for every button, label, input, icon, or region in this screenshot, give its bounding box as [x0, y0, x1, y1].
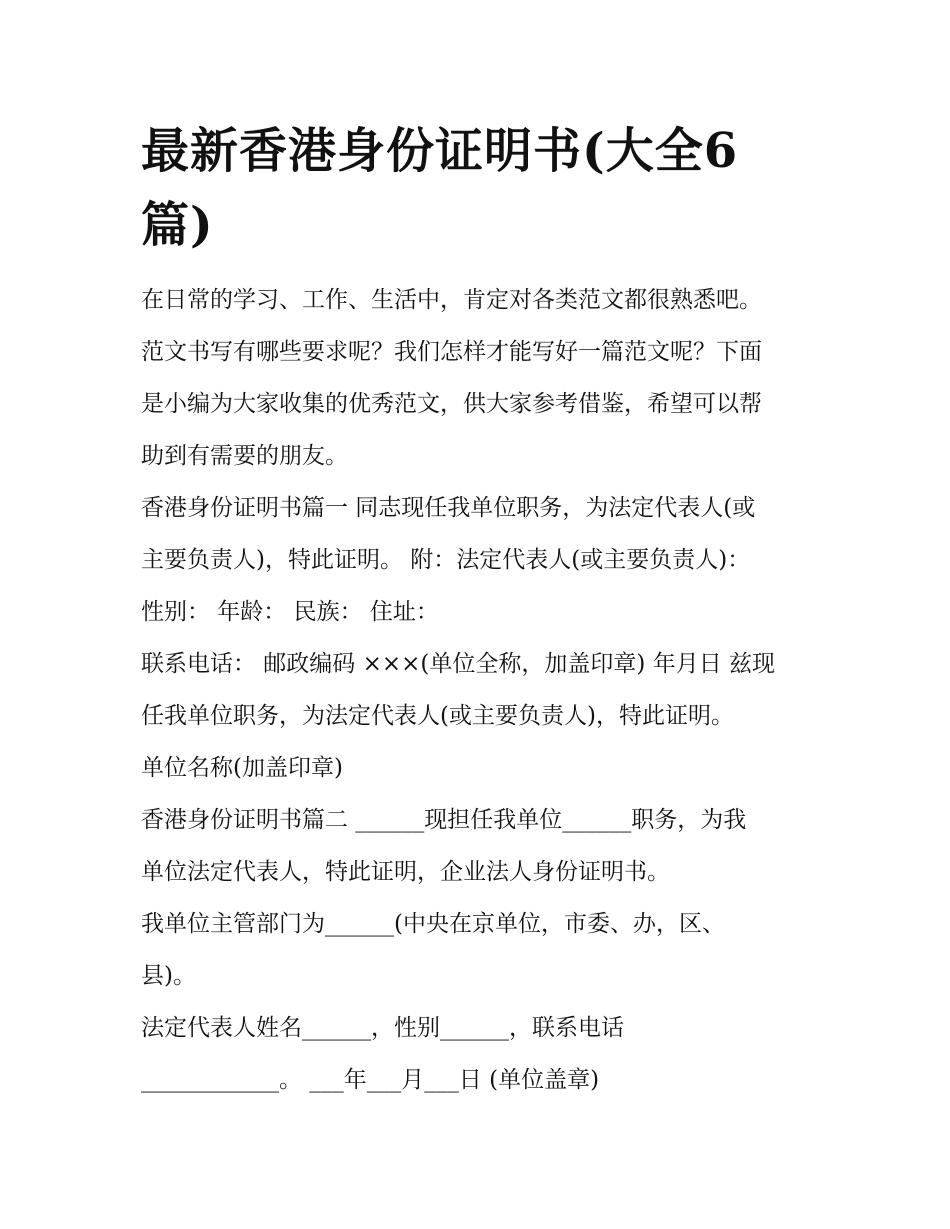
- section-1-line-4: 联系电话： 邮政编码 ×××(单位全称，加盖印章) 年月日 兹现: [141, 651, 776, 677]
- section-1-line-3: 性别： 年龄： 民族： 住址：: [141, 599, 439, 625]
- section-1-line-6: 单位名称(加盖印章): [141, 755, 343, 781]
- section-1-line-2: 主要负责人)，特此证明。 附：法定代表人(或主要负责人)：: [141, 547, 751, 573]
- section-2-line-2: 单位法定代表人，特此证明，企业法人身份证明书。: [141, 859, 670, 885]
- intro-line-2: 范文书写有哪些要求呢？我们怎样才能写好一篇范文呢？下面: [141, 339, 762, 365]
- section-1-line-5: 任我单位职务，为法定代表人(或主要负责人)，特此证明。: [141, 703, 734, 729]
- section-2-line-3: 我单位主管部门为______(中央在京单位，市委、办，区、: [141, 911, 725, 937]
- section-2-line-1: 香港身份证明书篇二 ______现担任我单位______职务，为我: [141, 807, 747, 833]
- intro-line-1: 在日常的学习、工作、生活中，肯定对各类范文都很熟悉吧。: [141, 287, 762, 313]
- section-1-line-1: 香港身份证明书篇一 同志现任我单位职务，为法定代表人(或: [141, 495, 756, 521]
- intro-line-4: 助到有需要的朋友。: [141, 443, 348, 469]
- intro-line-3: 是小编为大家收集的优秀范文，供大家参考借鉴，希望可以帮: [141, 391, 762, 417]
- section-2-line-4: 县)。: [141, 963, 196, 989]
- section-2-line-5: 法定代表人姓名______，性别______，联系电话: [141, 1015, 624, 1041]
- document-title: 最新香港身份证明书(大全6篇): [141, 123, 739, 253]
- section-2-line-6: ____________。 ___年___月___日 (单位盖章): [141, 1067, 600, 1093]
